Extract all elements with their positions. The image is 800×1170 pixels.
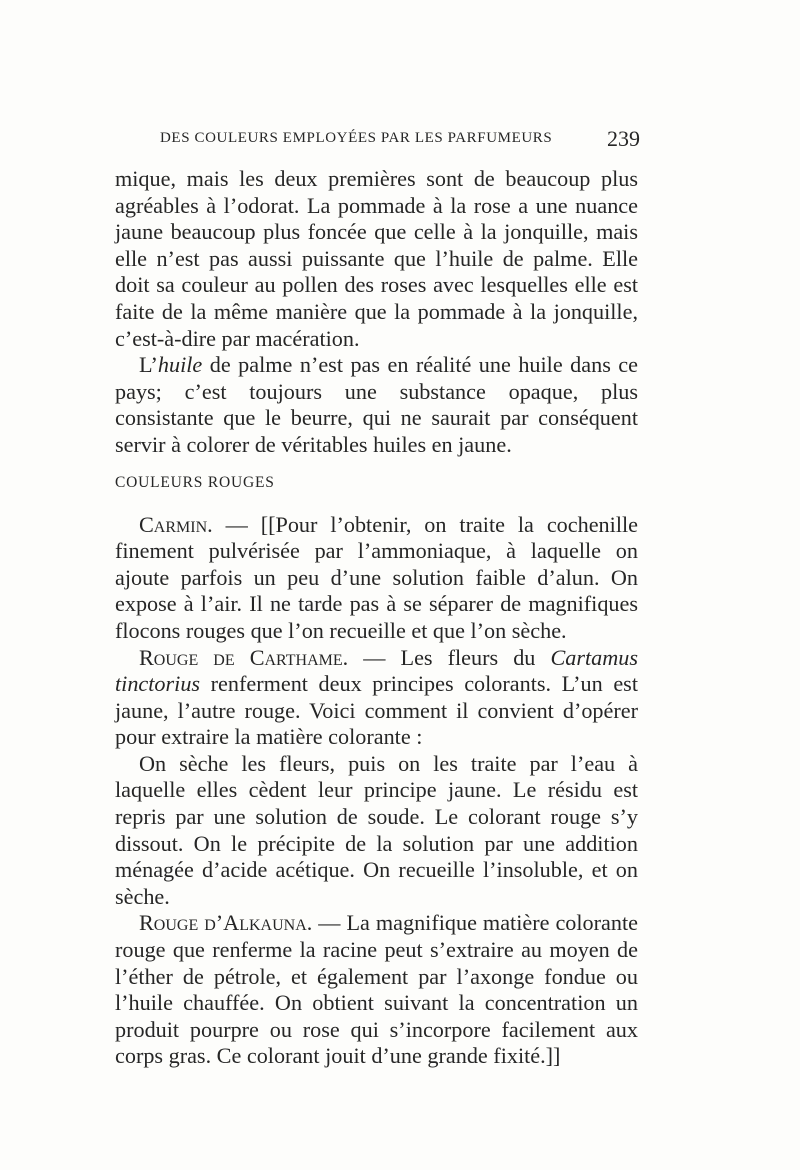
paragraph-huile-de-palme bbox=[115, 352, 638, 458]
italic-term: huile bbox=[157, 352, 203, 378]
paragraph-rouge-de-carthame bbox=[115, 645, 638, 751]
paragraph-text: On sèche les fleurs, puis on les traite par l’eau à laquelle elles cèdent leur principe jaune. Le résidu est repris par une solution de soude. Le colorant rouge s’y dissout. On le précipite de la solution par une addition ménagée d’acide acétique. On recueille l’insoluble, et on sèche. bbox=[115, 750, 638, 909]
running-title: DES COULEURS EMPLOYÉES PAR LES PARFUMEURS bbox=[160, 130, 553, 146]
paragraph-text-rest: renferment deux principes colorants. L’un est jaune, l’autre rouge. Voici comment il convient d’opérer pour extraire la matière colorante : bbox=[115, 671, 638, 750]
paragraph-procedure bbox=[115, 751, 638, 911]
paragraph-carmin bbox=[115, 512, 638, 645]
section-heading: COULEURS ROUGES bbox=[115, 473, 275, 491]
page-number: 239 bbox=[607, 126, 640, 151]
entry-term: Rouge de Carthame. bbox=[139, 644, 349, 670]
paragraph-text-rest: de palme n’est pas en réalité une huile dans ce pays; c’est toujours une substance opaque, plus consistante que le beurre, qui ne saurait par conséquent servir à colorer de véritables huiles en jaune. bbox=[115, 352, 638, 457]
italic-term: Cartamus tinctorius bbox=[115, 644, 639, 697]
paragraph-text-start: L’ bbox=[139, 352, 158, 378]
paragraph-text: — [[Pour l’obtenir, on traite la cochenille finement pulvérisée par l’ammoniaque, à laquelle on ajoute parfois un peu d’une solution faible d’alun. On expose à l’air. Il ne tarde pas à se séparer de magnifiques flocons rouges que l’on recueille et que l’on sèche. bbox=[115, 511, 638, 643]
paragraph-rouge-d-alkauna bbox=[115, 910, 638, 1070]
entry-term: Rouge d’Alkauna. bbox=[139, 910, 313, 936]
running-head bbox=[160, 126, 640, 156]
entry-term: Carmin. bbox=[139, 511, 213, 537]
paragraph-text: — Les fleurs du bbox=[348, 644, 551, 670]
paragraph-text: mique, mais les deux premières sont de beaucoup plus agréables à l’odorat. La pommade à la rose a une nuance jaune beaucoup plus foncée que celle à la jonquille, mais elle n’est pas aussi puissante que l’huile de palme. Elle doit sa couleur au pollen des roses avec lesquelles elle est faite de la même manière que la pommade à la jonquille, c’est-à-dire par macération. bbox=[115, 166, 638, 351]
body-text bbox=[115, 166, 638, 1070]
paragraph-continuation bbox=[115, 166, 638, 352]
paragraph-text: — La magnifique matière colorante rouge que renferme la racine peut s’extraire au moyen de l’éther de pétrole, et également par l’axonge fondue ou l’huile chauffée. On obtient suivant la concentration un produit pourpre ou rose qui s’incorpore facilement aux corps gras. Ce colorant jouit d’une grande fixité.]] bbox=[115, 910, 638, 1069]
